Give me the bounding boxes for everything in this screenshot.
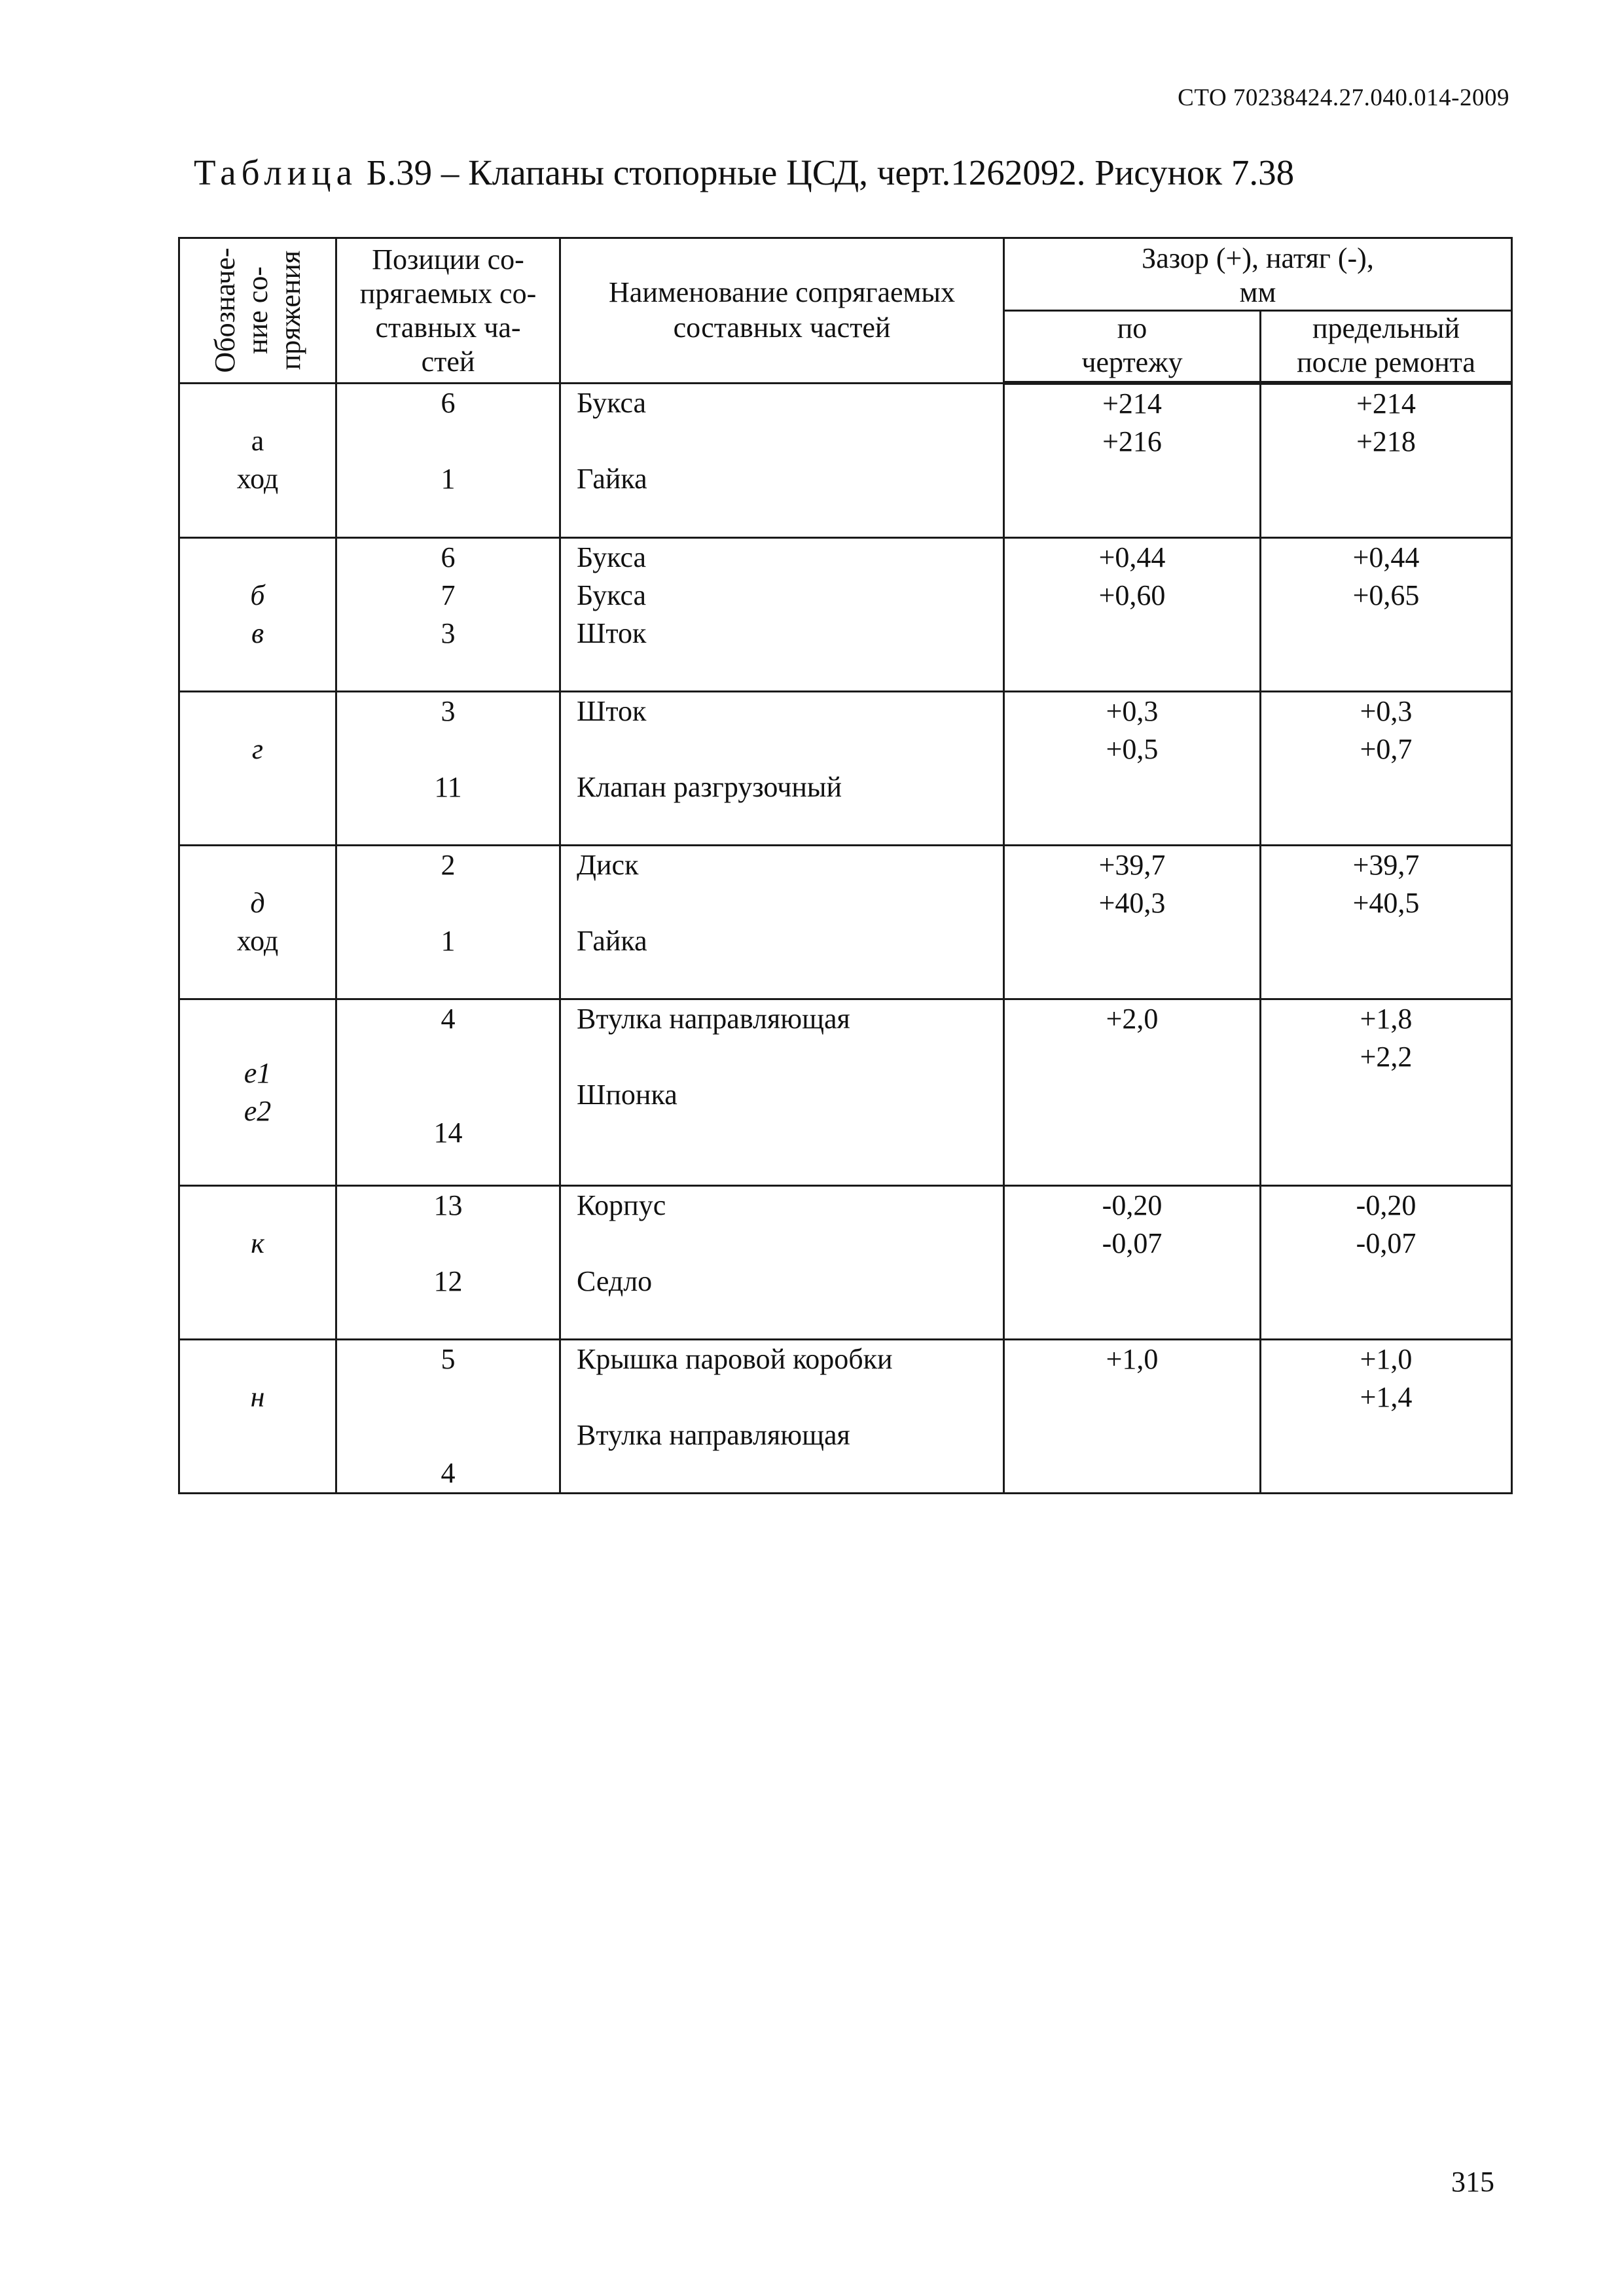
position-line [337, 1225, 559, 1263]
value-by-drawing-cell [1004, 846, 1261, 999]
value-by-drawing-cell [1004, 1340, 1261, 1494]
part-name-line: Крышка паровой коробки [577, 1343, 893, 1375]
position-line: 3 [441, 695, 456, 727]
part-name-line [577, 960, 1003, 998]
value-by-drawing-line [1005, 461, 1259, 499]
value-limit-line: +1,8 [1360, 1003, 1413, 1035]
mating-code-cell [179, 999, 336, 1186]
value-by-drawing-line [1005, 1076, 1259, 1114]
value-by-drawing-cell [1004, 999, 1261, 1186]
value-by-drawing-line [1005, 615, 1259, 653]
value-by-drawing-line: +0,44 [1098, 541, 1166, 573]
part-name-line: Втулка направляющая [577, 1003, 850, 1035]
part-name-cell [560, 999, 1004, 1186]
mating-code-line: ход [236, 463, 279, 495]
value-by-drawing-line: +39,7 [1098, 849, 1166, 881]
table-title-text: Б.39 – Клапаны стопорные ЦСД, черт.1262092. Рисунок 7.38 [366, 152, 1295, 192]
table-title-label: Таблица [194, 152, 357, 192]
header-positions-line: Позиции со- [372, 243, 524, 276]
part-name-line: Букса [577, 541, 647, 573]
value-by-drawing-line [1005, 1300, 1259, 1338]
part-name-cell [560, 1340, 1004, 1494]
header-drawing-line: чертежу [1081, 346, 1183, 378]
table-title [194, 152, 1294, 193]
header-part-names [560, 238, 1004, 384]
position-line: 5 [441, 1343, 456, 1375]
value-limit-cell [1261, 999, 1512, 1186]
position-line: 13 [433, 1189, 463, 1221]
value-limit-line: +40,5 [1352, 887, 1420, 919]
header-gap-unit: мм [1239, 276, 1276, 308]
value-by-drawing-line [1005, 1114, 1259, 1152]
value-limit-line: +39,7 [1352, 849, 1420, 881]
part-name-line: Седло [577, 1265, 653, 1297]
value-limit-cell [1261, 692, 1512, 846]
value-by-drawing-line: +0,3 [1106, 695, 1159, 727]
table-row [179, 538, 1512, 692]
table-body [179, 383, 1512, 1494]
value-by-drawing-line: +216 [1102, 425, 1162, 457]
mating-code-line: в [251, 617, 264, 649]
mating-code-line: а [251, 425, 264, 457]
header-by-drawing [1004, 311, 1261, 384]
value-limit-cell [1261, 846, 1512, 999]
value-limit-line: +1,0 [1360, 1343, 1413, 1375]
position-line [337, 730, 559, 768]
value-limit-line: +218 [1356, 425, 1416, 457]
position-line [337, 498, 559, 536]
table-row [179, 383, 1512, 538]
part-name-line [577, 1378, 1003, 1416]
value-limit-line: +0,7 [1360, 733, 1413, 765]
mating-code-cell [179, 692, 336, 846]
value-by-drawing-line [1005, 768, 1259, 806]
mating-code-line: к [251, 1227, 264, 1259]
part-name-line [577, 653, 1003, 691]
position-line [337, 653, 559, 691]
part-name-cell [560, 538, 1004, 692]
value-limit-line [1261, 922, 1511, 960]
position-line: 4 [441, 1457, 456, 1489]
header-positions-line: прягаемых со- [359, 278, 537, 310]
header-drawing-line: по [1117, 312, 1147, 344]
header-gap-line: Зазор (+), натяг (-), [1142, 242, 1374, 274]
value-limit-cell [1261, 383, 1512, 538]
position-cell [336, 1186, 560, 1340]
position-line: 7 [441, 579, 456, 611]
position-line [337, 1378, 559, 1416]
value-limit-line [1261, 1114, 1511, 1152]
header-mating-code [179, 238, 336, 384]
value-limit-line: +214 [1356, 387, 1416, 420]
part-name-line: Гайка [577, 925, 647, 957]
mating-parts-table [178, 237, 1513, 1494]
position-line: 6 [441, 541, 456, 573]
value-limit-line: -0,20 [1356, 1189, 1416, 1221]
value-by-drawing-line [1005, 960, 1259, 998]
value-by-drawing-line [1005, 1038, 1259, 1076]
position-line: 4 [441, 1003, 456, 1035]
value-limit-line [1261, 615, 1511, 653]
value-by-drawing-line: +0,5 [1106, 733, 1159, 765]
part-name-line: Втулка направляющая [577, 1419, 850, 1451]
part-name-line [577, 1038, 1003, 1076]
value-by-drawing-cell [1004, 692, 1261, 846]
part-name-line [577, 1114, 1003, 1152]
value-limit-line: +2,2 [1360, 1041, 1413, 1073]
mating-code-line: е1 [244, 1057, 272, 1089]
value-by-drawing-line: -0,07 [1102, 1227, 1163, 1259]
value-limit-line [1261, 1416, 1511, 1454]
value-by-drawing-cell [1004, 538, 1261, 692]
part-name-cell [560, 692, 1004, 846]
value-limit-cell [1261, 538, 1512, 692]
part-name-line: Букса [577, 386, 647, 419]
part-name-line: Корпус [577, 1189, 666, 1221]
position-line: 2 [441, 849, 456, 881]
header-code-line: ние со- [241, 266, 274, 355]
part-name-line: Клапан разгрузочный [577, 771, 842, 803]
header-limit-after-repair [1261, 311, 1512, 384]
value-limit-line: +0,3 [1360, 695, 1413, 727]
position-line [337, 422, 559, 460]
mating-code-line: е2 [244, 1095, 272, 1127]
mating-code-cell [179, 538, 336, 692]
value-limit-line: -0,07 [1356, 1227, 1416, 1259]
value-by-drawing-line [1005, 499, 1259, 537]
part-name-line: Шпонка [577, 1079, 677, 1111]
position-line [337, 1076, 559, 1114]
value-by-drawing-line [1005, 1454, 1259, 1492]
value-by-drawing-cell [1004, 1186, 1261, 1340]
mating-code-cell [179, 383, 336, 538]
header-limit-line: после ремонта [1297, 346, 1475, 378]
value-by-drawing-line: -0,20 [1102, 1189, 1163, 1221]
position-line: 12 [433, 1265, 463, 1297]
value-by-drawing-line [1005, 1416, 1259, 1454]
position-line [337, 1300, 559, 1338]
value-limit-cell [1261, 1340, 1512, 1494]
value-limit-line [1261, 768, 1511, 806]
part-name-line: Диск [577, 849, 639, 881]
mating-code-line: д [250, 887, 265, 919]
value-by-drawing-line [1005, 653, 1259, 691]
table-row [179, 999, 1512, 1186]
position-line: 6 [441, 386, 456, 419]
position-line [337, 1416, 559, 1454]
position-cell [336, 383, 560, 538]
value-limit-line: +0,44 [1352, 541, 1420, 573]
value-by-drawing-line [1005, 1263, 1259, 1300]
header-names-line: составных частей [673, 312, 891, 344]
header-gap-interference [1004, 238, 1512, 311]
value-limit-line [1261, 1263, 1511, 1300]
value-by-drawing-cell [1004, 383, 1261, 538]
mating-code-line: г [251, 733, 264, 765]
value-by-drawing-line [1005, 1378, 1259, 1416]
position-cell [336, 1340, 560, 1494]
page-number: 315 [1451, 2166, 1494, 2198]
value-limit-line [1261, 1300, 1511, 1338]
part-name-line: Гайка [577, 462, 647, 495]
position-line: 1 [441, 462, 456, 495]
table-row [179, 1186, 1512, 1340]
table-row [179, 846, 1512, 999]
position-cell [336, 538, 560, 692]
table-row [179, 1340, 1512, 1494]
value-limit-cell [1261, 1186, 1512, 1340]
header-code-line: Обозначе- [208, 247, 241, 373]
value-limit-line [1261, 1454, 1511, 1492]
header-names-line: Наименование сопрягаемых [609, 276, 955, 309]
value-limit-line: +0,65 [1352, 579, 1420, 611]
part-name-cell [560, 846, 1004, 999]
mating-code-line [180, 1263, 335, 1300]
part-name-line [577, 1225, 1003, 1263]
value-by-drawing-line: +2,0 [1106, 1003, 1159, 1035]
position-line: 3 [441, 617, 456, 649]
part-name-line: Букса [577, 579, 647, 611]
position-line: 14 [433, 1117, 463, 1149]
part-name-line [577, 730, 1003, 768]
part-name-line: Шток [577, 695, 647, 727]
mating-code-line [180, 768, 335, 806]
part-name-line: Шток [577, 617, 647, 649]
mating-code-cell [179, 1186, 336, 1340]
mating-code-line: ход [236, 925, 279, 957]
position-line: 1 [441, 925, 456, 957]
part-name-line [577, 422, 1003, 460]
position-line [337, 884, 559, 922]
position-line [337, 806, 559, 844]
header-limit-line: предельный [1312, 312, 1460, 344]
mating-code-line: н [250, 1381, 265, 1413]
value-by-drawing-line: +1,0 [1106, 1343, 1159, 1375]
part-name-cell [560, 1186, 1004, 1340]
part-name-line [577, 1454, 1003, 1492]
position-cell [336, 692, 560, 846]
value-limit-line [1261, 806, 1511, 844]
position-line: 11 [434, 771, 462, 803]
part-name-line [577, 884, 1003, 922]
value-limit-line [1261, 960, 1511, 998]
value-by-drawing-line [1005, 806, 1259, 844]
header-positions-line: ставных ча- [375, 312, 521, 344]
value-by-drawing-line: +40,3 [1098, 887, 1166, 919]
value-by-drawing-line: +214 [1102, 387, 1162, 420]
part-name-line [577, 806, 1003, 844]
value-limit-line [1261, 461, 1511, 499]
part-name-line [577, 498, 1003, 536]
position-line [337, 1038, 559, 1076]
value-limit-line [1261, 1076, 1511, 1114]
header-positions [336, 238, 560, 384]
position-cell [336, 999, 560, 1186]
header-code-line: пряжения [274, 251, 306, 370]
part-name-line [577, 1300, 1003, 1338]
value-limit-line: +1,4 [1360, 1381, 1413, 1413]
value-by-drawing-line: +0,60 [1098, 579, 1166, 611]
mating-code-cell [179, 846, 336, 999]
position-cell [336, 846, 560, 999]
value-limit-line [1261, 499, 1511, 537]
value-by-drawing-line [1005, 922, 1259, 960]
document-code: СТО 70238424.27.040.014-2009 [1178, 84, 1509, 111]
position-line [337, 960, 559, 998]
value-limit-line [1261, 653, 1511, 691]
mating-code-line [180, 1416, 335, 1454]
mating-code-cell [179, 1340, 336, 1494]
mating-code-line: б [250, 579, 265, 611]
part-name-cell [560, 383, 1004, 538]
table-row [179, 692, 1512, 846]
header-positions-line: стей [421, 346, 475, 378]
